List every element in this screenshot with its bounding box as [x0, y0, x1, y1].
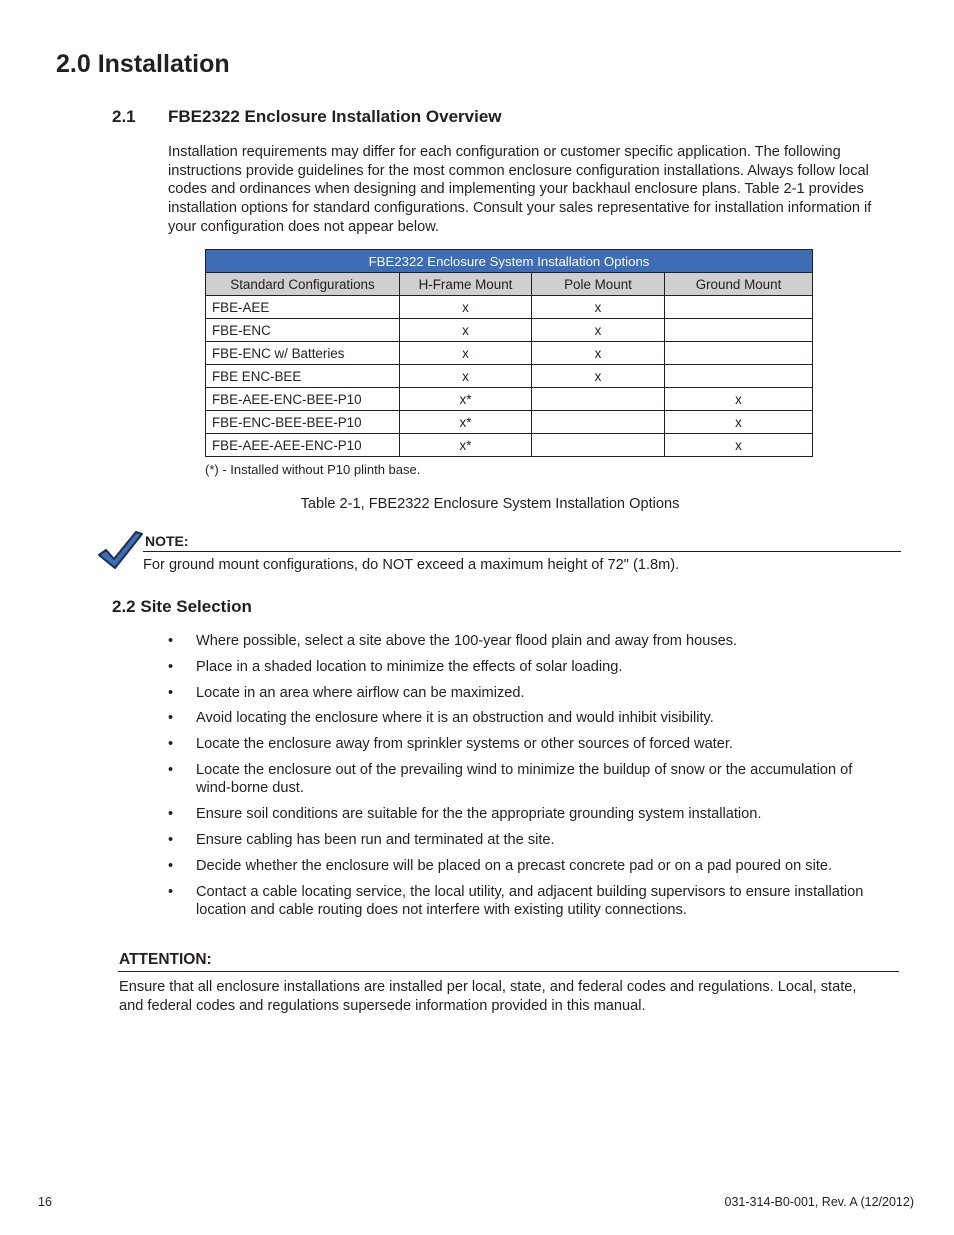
bullet-icon: • — [168, 658, 174, 675]
list-item-text: Ensure soil conditions are suitable for the the appropriate grounding system installation. — [196, 806, 762, 823]
table-cell — [532, 411, 665, 434]
list-item — [168, 709, 888, 728]
table-cell: FBE ENC-BEE — [206, 365, 400, 388]
bullet-icon: • — [168, 806, 174, 823]
list-item — [168, 735, 888, 754]
table-row — [206, 319, 813, 342]
table-cell: x — [665, 388, 813, 411]
table-header-cell: Pole Mount — [532, 273, 665, 296]
list-item-text: Contact a cable locating service, the local utility, and adjacent building supervisors to ensure installation location and cable routing does not interfere with existing utility connections. — [196, 883, 864, 919]
page-number: 16 — [38, 1195, 52, 1209]
overview-paragraph: Installation requirements may differ for each configuration or customer specific application. The following instructions provide guidelines for the most common enclosure configuration installations. Always follow local codes and ordinances when designing and implementing your backhaul enclosure plans. Table 2-1 provides installation options for standard configurations. Consult your sales representative for installation information if your configuration does not appear below. — [168, 144, 872, 235]
table-cell: FBE-ENC-BEE-BEE-P10 — [206, 411, 400, 434]
bullet-icon: • — [168, 736, 174, 753]
bullet-icon: • — [168, 857, 174, 874]
table-cell: FBE-ENC w/ Batteries — [206, 342, 400, 365]
subsection-title: FBE2322 Enclosure Installation Overview — [168, 107, 502, 126]
table-row — [206, 411, 813, 434]
bullet-icon: • — [168, 684, 174, 701]
table-cell: x — [400, 365, 532, 388]
table-row — [206, 365, 813, 388]
table-cell: x* — [400, 434, 532, 457]
table-footnote: (*) - Installed without P10 plinth base. — [205, 462, 421, 477]
list-item-text: Ensure cabling has been run and terminated at the site. — [196, 832, 555, 849]
list-item-text: Locate the enclosure away from sprinkler systems or other sources of forced water. — [196, 736, 733, 753]
table-cell: x* — [400, 411, 532, 434]
list-item — [168, 684, 888, 703]
list-item — [168, 857, 888, 876]
table-cell: x — [665, 434, 813, 457]
table-cell — [665, 342, 813, 365]
list-item-text: Where possible, select a site above the 100-year flood plain and away from houses. — [196, 633, 738, 649]
bullet-icon: • — [168, 633, 174, 649]
note-divider — [143, 551, 901, 552]
bullet-icon: • — [168, 761, 174, 778]
attention-label: ATTENTION: — [119, 951, 212, 968]
list-item-text: Decide whether the enclosure will be placed on a precast concrete pad or on a pad poured on site. — [196, 857, 833, 874]
table-header-cell: Standard Configurations — [206, 273, 400, 296]
table-caption: Table 2-1, FBE2322 Enclosure System Installation Options — [300, 496, 680, 512]
table-cell: x — [532, 342, 665, 365]
table-cell — [665, 365, 813, 388]
subsection-number: 2.1 — [112, 107, 136, 126]
note-label: NOTE: — [145, 533, 189, 549]
attention-divider — [118, 971, 899, 972]
document-id: 031-314-B0-001, Rev. A (12/2012) — [724, 1195, 914, 1209]
table-row — [206, 342, 813, 365]
installation-options-table — [205, 249, 813, 457]
list-item-text: Locate in an area where airflow can be maximized. — [196, 684, 525, 701]
table-cell: x — [532, 296, 665, 319]
list-item-text: Place in a shaded location to minimize the effects of solar loading. — [196, 658, 623, 675]
table-cell: FBE-ENC — [206, 319, 400, 342]
note-text: For ground mount configurations, do NOT exceed a maximum height of 72" (1.8m). — [143, 557, 680, 573]
table-cell: FBE-AEE — [206, 296, 400, 319]
table-cell: x — [532, 365, 665, 388]
bullet-icon: • — [168, 710, 174, 727]
table-row — [206, 296, 813, 319]
table-cell — [532, 434, 665, 457]
bullet-icon: • — [168, 883, 174, 900]
bullet-icon: • — [168, 832, 174, 849]
attention-text: Ensure that all enclosure installations are installed per local, state, and federal codes and regulations. Local, state, and federal codes and regulations supersede information provided in this manual. — [119, 979, 857, 1014]
site-selection-list — [168, 632, 888, 927]
table-cell: FBE-AEE-AEE-ENC-P10 — [206, 434, 400, 457]
table-cell: x — [400, 319, 532, 342]
table-title: FBE2322 Enclosure System Installation Options — [206, 250, 813, 273]
table-cell — [532, 388, 665, 411]
list-item — [168, 632, 888, 651]
list-item — [168, 831, 888, 850]
site-selection-title: 2.2 Site Selection — [112, 597, 252, 616]
table-row — [206, 434, 813, 457]
list-item-text: Avoid locating the enclosure where it is an obstruction and would inhibit visibility. — [196, 710, 714, 727]
table-row — [206, 388, 813, 411]
checkmark-icon — [96, 528, 144, 577]
table-header-row — [206, 273, 813, 296]
section-title: 2.0 Installation — [56, 50, 230, 78]
table-cell: x — [400, 296, 532, 319]
list-item — [168, 761, 888, 798]
table-cell: x* — [400, 388, 532, 411]
list-item-text: Locate the enclosure out of the prevailing wind to minimize the buildup of snow or the accumulation of wind-borne dust. — [196, 761, 853, 797]
table-cell: x — [532, 319, 665, 342]
table-header-cell: H-Frame Mount — [400, 273, 532, 296]
table-cell: x — [400, 342, 532, 365]
table-cell — [665, 296, 813, 319]
list-item — [168, 805, 888, 824]
list-item — [168, 658, 888, 677]
table-header-cell: Ground Mount — [665, 273, 813, 296]
table-cell: FBE-AEE-ENC-BEE-P10 — [206, 388, 400, 411]
table-cell: x — [665, 411, 813, 434]
list-item — [168, 883, 888, 920]
table-cell — [665, 319, 813, 342]
